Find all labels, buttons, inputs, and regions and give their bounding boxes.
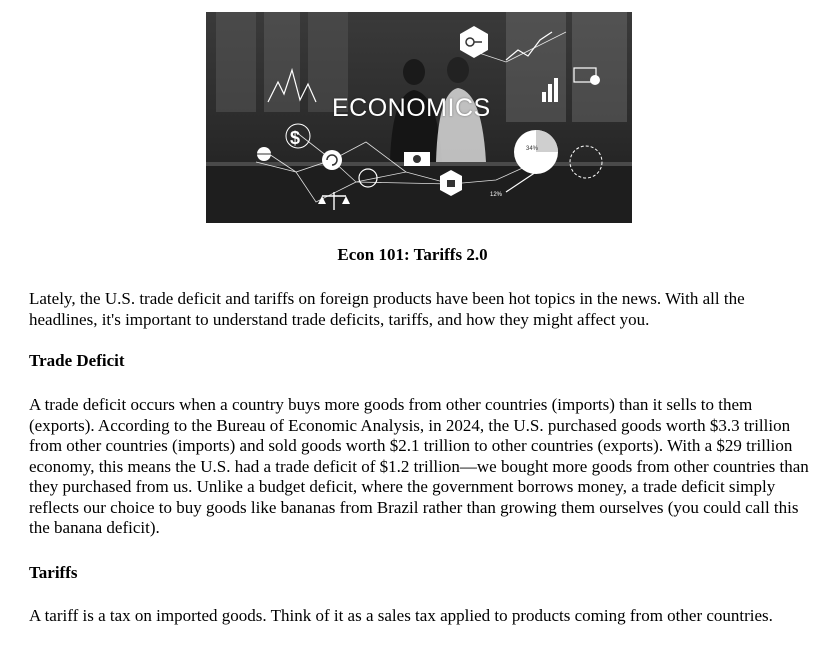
article-title: Econ 101: Tariffs 2.0 — [337, 245, 488, 264]
dollar-glyph: $ — [290, 128, 301, 148]
hero-word: ECONOMICS — [332, 94, 491, 122]
section-body-trade-deficit: A trade deficit occurs when a country buys more goods from other countries (imports) than it sells to them (exports). According to the Bureau of Economic Analysis, in 2024, the U.S. purchased goods worth $3.3 trillion from other countries (imports) and sold goods worth $2.1 trillion to other countries (exports). With a $29 trillion economy, this means the U.S. had a trade deficit of $1.2 trillion—we bought more goods from other countries than they purchased from us. Unlike a budget deficit, where the government borrows money, a trade deficit simply reflects our choice to buy goods like bananas from Brazil rather than growing them ourselves (you could call this the banana deficit). — [29, 395, 809, 537]
section-heading-trade-deficit: Trade Deficit — [29, 351, 125, 370]
intro-paragraph: Lately, the U.S. trade deficit and tariffs on foreign products have been hot topics in the news. With all the headlines, it's important to understand trade deficits, tariffs, and how they might affect you. — [29, 289, 745, 329]
section-body-tariffs: A tariff is a tax on imported goods. Think of it as a sales tax applied to products coming from other countries. — [29, 606, 773, 625]
hero-image — [206, 12, 632, 223]
section-heading-tariffs: Tariffs — [29, 563, 78, 582]
pie-percent-label: 34% — [526, 146, 539, 152]
small-percent-label: 12% — [490, 192, 503, 198]
